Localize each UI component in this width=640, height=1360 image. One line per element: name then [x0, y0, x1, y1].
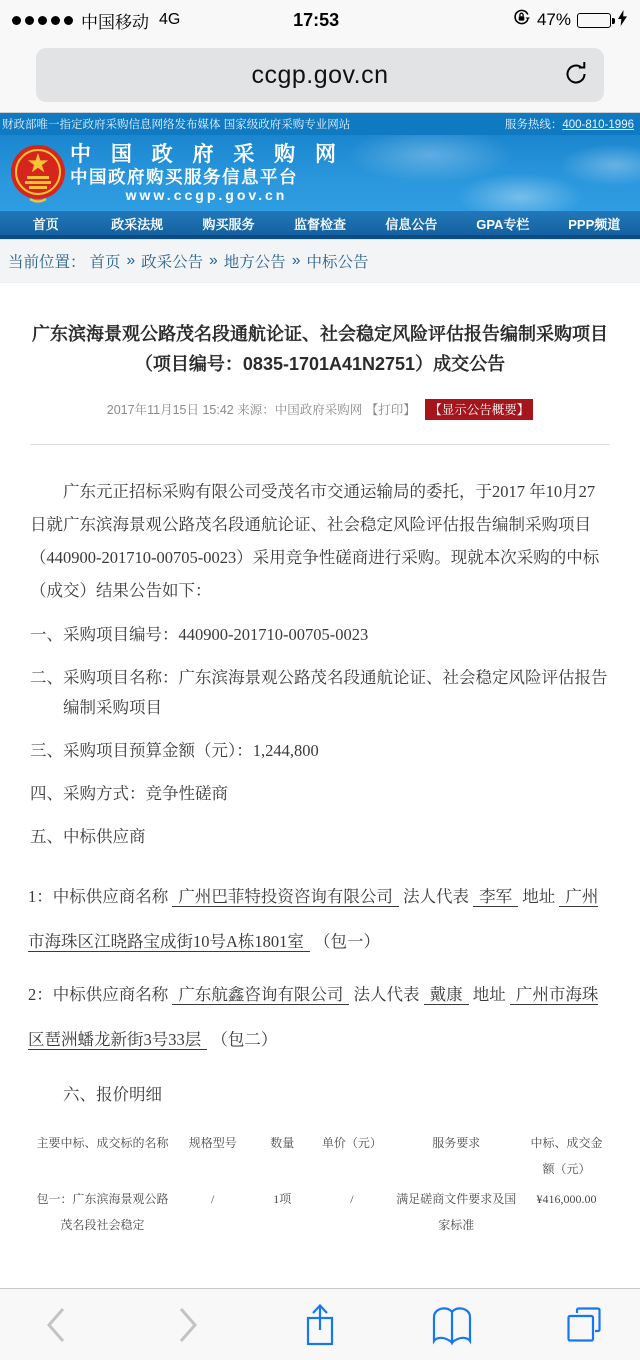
- forward-button[interactable]: [166, 1303, 210, 1347]
- supplier-entry-2: [28, 972, 612, 1062]
- col-spec: 规格型号: [188, 1136, 237, 1150]
- charging-bolt-icon: [617, 10, 628, 31]
- national-emblem-logo: [10, 143, 66, 205]
- addr-label: 地址: [472, 985, 506, 1004]
- site-subtitle: 中国政府购买服务信息平台: [70, 166, 298, 187]
- orientation-lock-icon: [512, 8, 531, 32]
- site-tagline: 财政部唯一指定政府采购信息网络发布媒体 国家级政府采购专业网站: [2, 119, 351, 131]
- site-title: 中 国 政 府 采 购 网: [70, 142, 344, 166]
- network-type-label: 4G: [159, 11, 181, 28]
- item-project-name: 二、采购项目名称：广东滨海景观公路茂名段通航论证、社会稳定风险评估报告编制采购项目: [30, 668, 608, 717]
- browser-chrome-top: [0, 0, 640, 113]
- section-quote-details-title: 六、报价明细: [63, 1085, 162, 1104]
- nav-item-announcements[interactable]: 信息公告: [385, 216, 438, 232]
- rep-label: 法人代表: [403, 887, 469, 906]
- quote-table: [30, 1128, 610, 1240]
- supplier-name: 广东航鑫咨询有限公司: [172, 985, 349, 1005]
- site-header: [0, 113, 640, 239]
- rep-label: 法人代表: [353, 985, 420, 1004]
- divider: [30, 444, 610, 445]
- package-label: （包二）: [211, 1030, 278, 1049]
- breadcrumb: [0, 239, 640, 283]
- supplier-list: [28, 874, 612, 1062]
- supplier-prefix: 2：中标供应商名称: [28, 985, 169, 1004]
- address-bar[interactable]: [36, 48, 604, 102]
- cell-subject: 包一：广东滨海景观公路茂名段社会稳定: [36, 1192, 169, 1232]
- article-numbered-list: [30, 620, 610, 852]
- article-date-source: 2017年11月15日 15:42 来源：中国政府采购网: [106, 403, 363, 417]
- supplier-address: 广州市海珠区琶洲蟠龙新街3号33层: [28, 985, 599, 1049]
- article-meta: [0, 399, 640, 420]
- article-intro: 广东元正招标采购有限公司受茂名市交通运输局的委托，于2017 年10月27 日就广东滨海景观公路茂名段通航论证、社会稳定风险评估报告编制采购项目（440900-201710-00705-0023）采用竞争性磋商进行采购。现就本次采购的中标（成交）结果公告如下：: [30, 482, 600, 600]
- addr-label: 地址: [522, 887, 556, 906]
- back-button[interactable]: [34, 1303, 78, 1347]
- url-text: ccgp.gov.cn: [251, 60, 389, 89]
- breadcrumb-separator: »: [291, 252, 301, 269]
- item-method: 四、采购方式：竞争性磋商: [30, 784, 228, 803]
- nav-item-ppp[interactable]: PPP频道: [568, 216, 621, 232]
- battery-percent-label: 47%: [536, 10, 571, 29]
- share-icon[interactable]: [298, 1303, 342, 1347]
- col-service-req: 服务要求: [432, 1136, 481, 1150]
- url-bar-row: [0, 40, 640, 112]
- print-button[interactable]: 【打印】: [365, 403, 416, 417]
- rep-name: 李军: [473, 887, 518, 907]
- item-winning-suppliers: 五、中标供应商: [30, 827, 146, 846]
- package-label: （包一）: [314, 932, 381, 951]
- hotline-label: 服务热线：: [504, 119, 563, 131]
- refresh-icon[interactable]: [562, 60, 590, 93]
- nav-item-purchase-services[interactable]: 购买服务: [202, 216, 255, 232]
- supplier-entry-1: [28, 874, 612, 964]
- breadcrumb-separator: »: [209, 252, 218, 269]
- nav-item-supervision[interactable]: 监督检查: [293, 216, 346, 232]
- breadcrumb-separator: »: [126, 252, 136, 269]
- cell-qty: 1项: [273, 1192, 292, 1206]
- col-qty: 数量: [270, 1136, 295, 1150]
- site-banner: [0, 135, 640, 211]
- item-budget: 三、采购项目预算金额（元）：1,244,800: [30, 741, 319, 760]
- bookmarks-icon[interactable]: [430, 1303, 474, 1347]
- breadcrumb-award[interactable]: 中标公告: [306, 254, 369, 271]
- main-nav: [0, 211, 640, 239]
- browser-toolbar: [0, 1288, 640, 1360]
- hotline-number-link[interactable]: 400-810-1996: [562, 119, 634, 131]
- col-amount: 中标、成交金额（元）: [530, 1136, 603, 1176]
- nav-item-gpa[interactable]: GPA专栏: [476, 216, 530, 232]
- tabs-icon[interactable]: [562, 1303, 606, 1347]
- clock-label: 17:53: [293, 9, 340, 30]
- status-bar: [0, 0, 640, 40]
- supplier-name: 广州巴菲特投资咨询有限公司: [172, 887, 399, 907]
- service-hotline: [505, 116, 634, 132]
- breadcrumb-zhengcai[interactable]: 政采公告: [141, 254, 204, 271]
- announcement-article: [0, 319, 640, 1360]
- rep-name: 戴康: [424, 985, 469, 1005]
- breadcrumb-local[interactable]: 地方公告: [223, 254, 286, 271]
- article-title: 广东滨海景观公路茂名段通航论证、社会稳定风险评估报告编制采购项目（项目编号：0835-1701A41N2751）成交公告: [32, 324, 608, 374]
- cell-spec: /: [211, 1192, 215, 1206]
- cell-unit-price: /: [350, 1192, 354, 1206]
- carrier-label: 中国移动: [81, 12, 149, 32]
- quote-table-header-row: [30, 1128, 610, 1184]
- cell-amount: ¥416,000.00: [536, 1192, 597, 1206]
- nav-item-regulations[interactable]: 政采法规: [111, 216, 164, 232]
- cell-service-req: 满足磋商文件要求及国家标准: [396, 1192, 517, 1232]
- item-project-number: 一、采购项目编号：440900-201710-00705-0023: [30, 625, 369, 644]
- show-summary-button[interactable]: 【显示公告概要】: [425, 399, 533, 420]
- col-unit-price: 单价（元）: [321, 1136, 382, 1150]
- nav-item-home[interactable]: 首页: [32, 216, 59, 232]
- supplier-address: 广州市海珠区江晓路宝成街10号A栋1801室: [28, 887, 599, 951]
- service-strip: [0, 113, 640, 135]
- supplier-prefix: 1：中标供应商名称: [28, 887, 169, 906]
- breadcrumb-label: 当前位置：: [8, 254, 86, 271]
- breadcrumb-home[interactable]: 首页: [89, 254, 121, 271]
- signal-strength-icon: [12, 16, 73, 25]
- col-subject: 主要中标、成交标的名称: [36, 1136, 169, 1150]
- banner-text: [70, 143, 343, 203]
- site-url: www.ccgp.gov.cn: [125, 187, 288, 204]
- battery-icon: [577, 13, 611, 28]
- quote-table-row: [30, 1184, 610, 1240]
